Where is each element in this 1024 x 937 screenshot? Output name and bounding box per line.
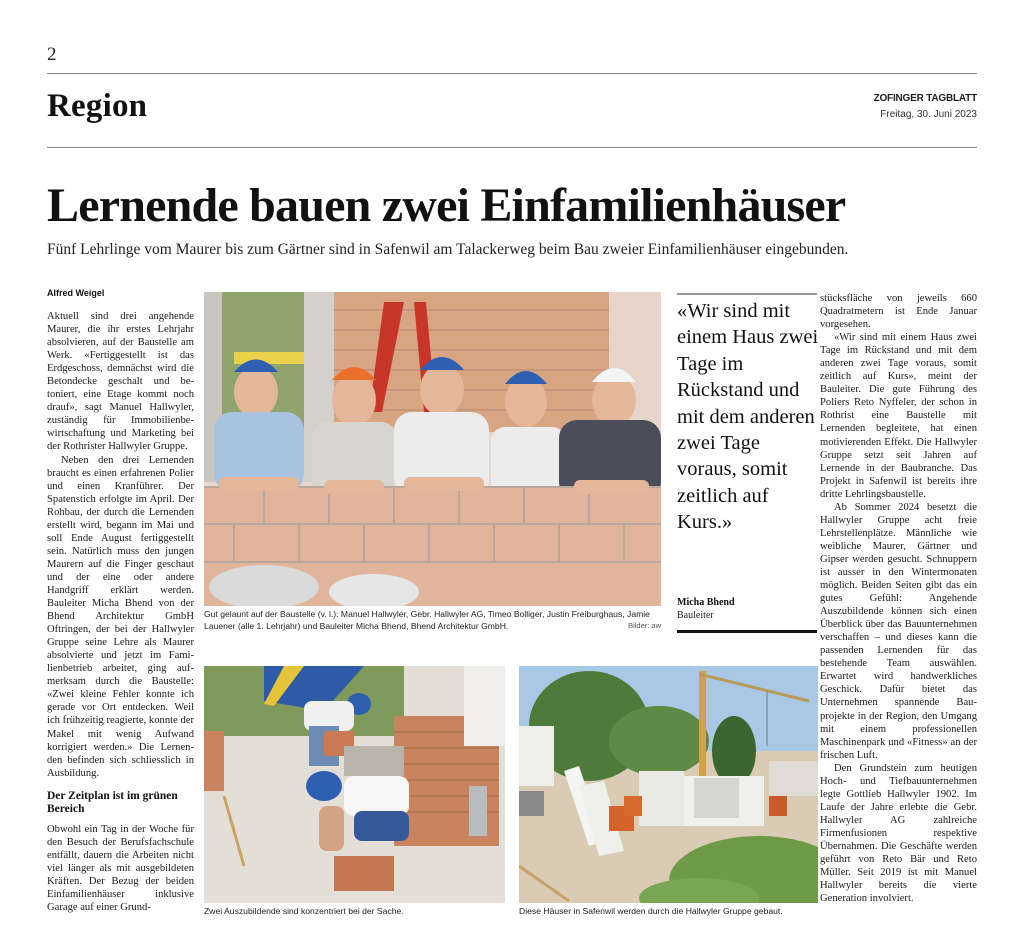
right-text-column (820, 292, 977, 905)
issue-date: Freitag, 30. Juni 2023 (880, 109, 977, 120)
pull-quote-rule (677, 293, 817, 295)
pull-quote: «Wir sind mit einem Haus zwei Tage im Rückstand und mit dem anderen zwei Tage voraus, somit zeitlich auf Kurs.» (677, 300, 819, 534)
photo-group-apprentices (204, 292, 661, 606)
section-divider (47, 147, 977, 148)
header-divider (47, 73, 977, 74)
newspaper-name: ZOFINGER TAGBLATT (873, 93, 977, 104)
paragraph: stücksfläche von jeweils 660 Quadratmetern ist Ende Januar vorgesehen. (820, 293, 977, 331)
byline: Alfred Weigel (47, 288, 105, 298)
bricklayers-illustration (204, 666, 505, 903)
subheading: Der Zeitplan ist im grünen Bereich (47, 789, 178, 816)
masthead (874, 93, 977, 120)
construction-site-caption: Diese Häuser in Safenwil werden durch die Hallwyler Gruppe gebaut. (519, 906, 783, 916)
group-photo-illustration (204, 292, 661, 606)
paragraph: Ab Sommer 2024 besetzt die Hallwyler Gruppe acht freie Lehrstellenplätze. Männliche wie weibliche Maurer, Gärtner und Gipser werden gesucht. Schnuppern ist ausser in den Wintermonaten möglich. Beiden Seiten gibt das ein gutes Gefühl: Angehende Auszubildende können sich einen Überblick über das Bauunternehmen verschaffen – und dieses kann die passenden Lernenden für das bestehende Team auswählen. Erwartet wird handwerkliches Geschick. Dafür bietet das Unternehmen spannende Bauprojekte in der Region, den Umgang mit einem professionellen Maschinenpark und «Fitness» an der frischen Luft. (820, 501, 977, 761)
pull-quote-end-rule (677, 630, 817, 633)
pull-quote-attribution (677, 596, 735, 622)
article-lead: Fünf Lehrlinge vom Maurer bis zum Gärtner sind in Safenwil am Talackerweg beim Bau zweier Einfamilienhäuser eingebunden. (47, 241, 849, 258)
quote-author-role: Bauleiter (677, 610, 714, 621)
paragraph: «Wir sind mit einem Haus zwei Tage im Rückstand und mit dem anderen zwei Tage voraus, somit zeitlich auf Kurs», meint der Bauleiter. Die gute Führung des Poliers Reto Nyffeler, der schon in Rothrist eine Baustelle mit Lernenden begleitete, hat einen motivierenden Effekt. Die Hallwyler Gruppe setzt seit Jahren auf Lernende in der Baubranche. Das Projekt in Safenwil ist bereits ihre dritte Lehrlingsbaustelle. (820, 332, 977, 500)
paragraph: Den Grundstein zum heutigen Hoch- und Tiefbauunternehmen legte Gottlieb Hallwyler 1902. Im Laufe der Jahre erlebte die Gebr. Hallwyler AG zahlreiche Firmenfusionen respektive Übernahmen. Die Geschäfte werden geführt von Reto Bär und Reto Müller. Seit 2019 ist mit Manuel Hallwyler bereits die vierte Generation involviert. (820, 762, 977, 905)
bricklayers-caption: Zwei Auszubildende sind konzentriert bei der Sache. (204, 906, 404, 916)
quote-author-name: Micha Bhend (677, 597, 735, 608)
paragraph: Aktuell sind drei angehende Maurer, die ihr erstes Lehrjahr absolvieren, auf der Baustelle am Werk. «Fertiggestellt ist das Erdgeschoss, demnächst wird die Betondecke geschalt und betoniert, eine Etage kommt noch drauf», sagt Manuel Hallwyler, zuständig für Immobilienbewirtschaftung und Marketing bei der Rothrister Hallwyler Gruppe. (47, 311, 194, 453)
photo-construction-site (519, 666, 818, 903)
paragraph: Neben den drei Lernenden braucht es einen erfahrenen Polier und einen Kranführer. Der Spatenstich erfolgte im April. Der Rohbau, der durch die Lernenden erstellt wird, begann im Mai und soll Ende August fertiggestellt sein. Natürlich muss den jungen Maurern auf die Finger geschaut und der eine oder andere Handgriff erklärt werden. Bauleiter Micha Bhend von der Bhend Architektur GmbH Oftringen, der bei der Hallwyler Gruppe seine Lehre als Maurer absolvierte und jetzt im Familienbetrieb arbeitet, ging aufmerksam durch die Baustelle: «Zwei kleine Fehler konnte ich gerade vor Ort entdecken. Weil ich frühzeitig reagierte, konnte der Makel mit wenig Aufwand korrigiert werden.» Die Lernenden befinden sich schliesslich in Ausbildung. (47, 454, 194, 779)
photo-credit: Bilder: aw (628, 621, 661, 630)
paragraph: Obwohl ein Tag in der Woche für den Besuch der Berufsfachschule entfällt, dauern die Arbeiten nicht viel länger als mit ausgebildeten Kräften. Der Bezug der beiden Einfamilienhäuser inklusive Garage auf einer Grund- (47, 823, 194, 913)
page-number: 2 (47, 44, 57, 65)
article-headline: Lernende bauen zwei Einfamilienhäuser (47, 179, 846, 232)
photo-bricklayers (204, 666, 505, 903)
left-text-column (47, 288, 194, 914)
section-title: Region (47, 88, 148, 124)
caption-text: Gut gelaunt auf der Baustelle (v. l.): Manuel Hallwyler, Gebr. Hallwyler AG, Timeo Bolliger, Justin Freiburghaus, Jamie Lauener (alle 1. Lehrjahr) und Bauleiter Micha Bhend, Bhend Architektur GmbH. (204, 609, 650, 631)
main-photo-caption (204, 608, 661, 632)
construction-site-illustration (519, 666, 818, 903)
